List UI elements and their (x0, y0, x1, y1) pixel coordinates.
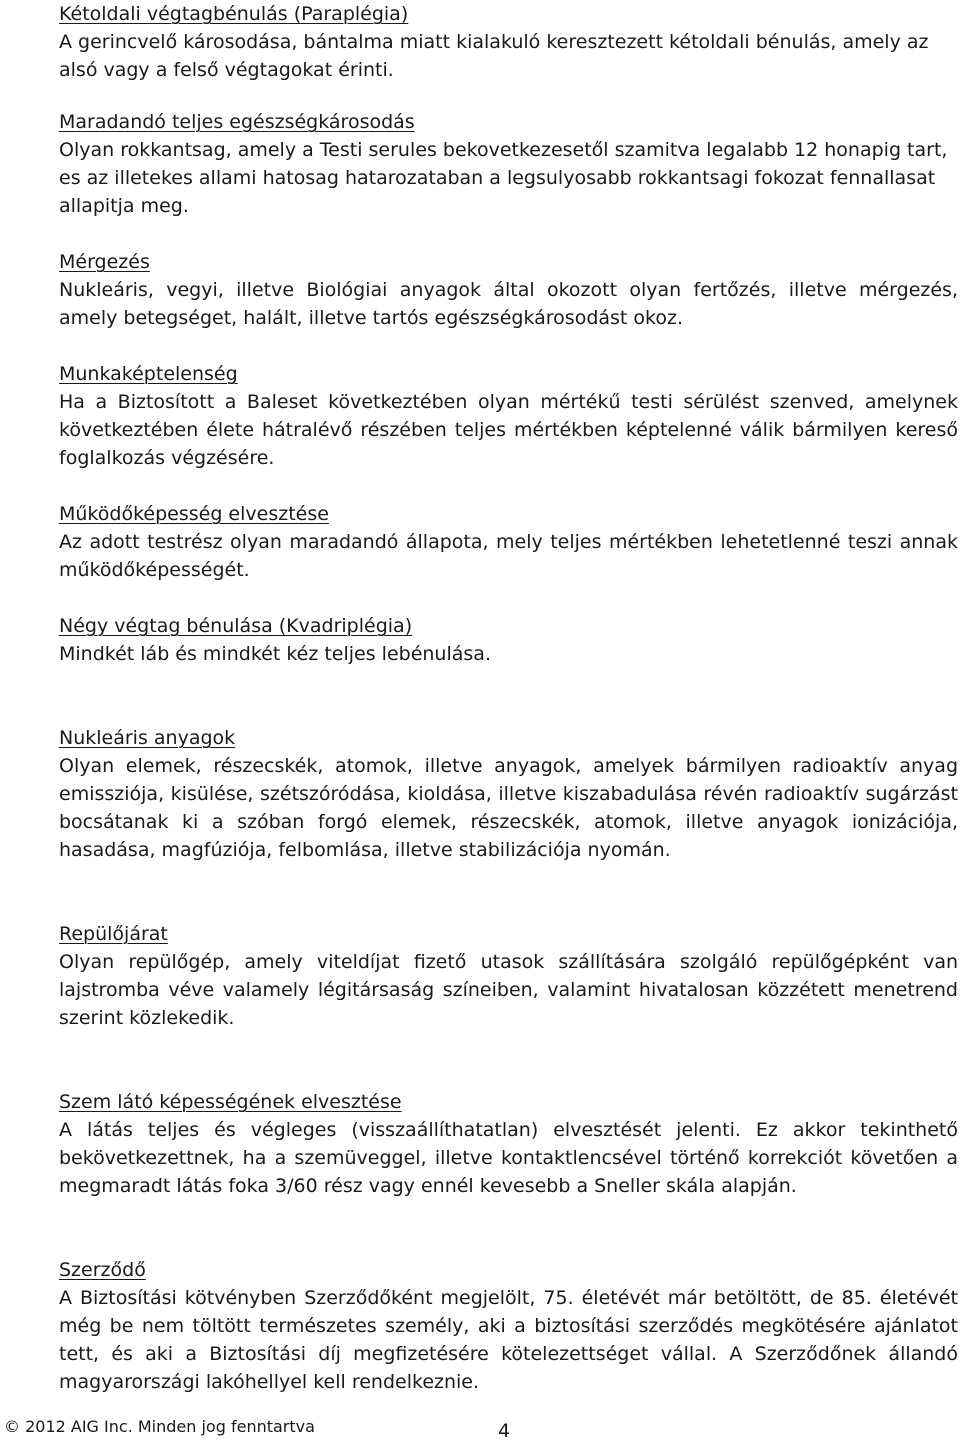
definition-body: Ha a Biztosított a Baleset következtében olyan mértékű testi sérülést szenved, amelynek következtében élete hátralévő részében teljes mértékben képtelenné válik bármilyen kereső foglalkozás végzésére. (59, 391, 958, 469)
definition-title: Szerződő (59, 1259, 146, 1281)
definition-title: Mérgezés (59, 251, 150, 273)
definition-permanent-health-damage (59, 108, 958, 220)
page-number: 4 (498, 1420, 511, 1442)
definition-body: Mindkét láb és mindkét kéz teljes lebénulása. (59, 643, 491, 665)
definition-quadriplegia (59, 612, 958, 668)
definition-title: Kétoldali végtagbénulás (Paraplégia) (59, 3, 409, 25)
definition-body: Olyan repülőgép, amely viteldíjat fizető utasok szállítására szolgáló repülőgépként van lajstromba véve valamely légitársaság színeiben, valamint hivatalosan közzétett menetrend szerint közlekedik. (59, 951, 958, 1029)
definition-body: A látás teljes és végleges (visszaállíthatatlan) elvesztését jelenti. Ez akkor tekinthető bekövetkezettnek, ha a szemüveggel, illetve kontaktlencsével történő korrekciót követően a megmaradt látás foka 3/60 rész vagy ennél kevesebb a Sneller skála alapján. (59, 1119, 958, 1197)
footer-copyright: © 2012 AIG Inc. Minden jog fenntartva (4, 1417, 315, 1436)
definition-contracting-party (59, 1256, 958, 1396)
definition-loss-of-sight (59, 1088, 958, 1200)
definition-incapacity-to-work (59, 360, 958, 472)
definition-paraplegia (59, 0, 958, 84)
definition-nuclear-materials (59, 724, 958, 864)
definition-title: Maradandó teljes egészségkárosodás (59, 111, 415, 133)
definition-title: Nukleáris anyagok (59, 727, 236, 749)
definition-poisoning (59, 248, 958, 332)
definition-loss-of-function (59, 500, 958, 584)
definition-body: Olyan elemek, részecskék, atomok, illetve anyagok, amelyek bármilyen radioaktív anyag emissziója, kisülése, szétszóródása, kioldása, illetve kiszabadulása révén radioaktív sugárzást bocsátanak ki a szóban forgó elemek, részecskék, atomok, illetve anyagok ionizációja, hasadása, magfúziója, felbomlása, illetve stabilizációja nyomán. (59, 755, 958, 861)
definition-body: Nukleáris, vegyi, illetve Biológiai anyagok által okozott olyan fertőzés, illetve mérgezés, amely betegséget, halált, illetve tartós egészségkárosodást okoz. (59, 279, 958, 329)
definition-title: Négy végtag bénulása (Kvadriplégia) (59, 615, 413, 637)
definition-body: Az adott testrész olyan maradandó állapota, mely teljes mértékben lehetetlenné teszi annak működőképességét. (59, 531, 958, 581)
definition-body: A Biztosítási kötvényben Szerződőként megjelölt, 75. életévét már betöltött, de 85. életévét még be nem töltött természetes személy, aki a biztosítási szerződés megkötésére ajánlatot tett, és aki a Biztosítási díj megfizetésére kötelezettséget vállal. A Szerződőnek állandó magyarországi lakóhellyel kell rendelkeznie. (59, 1287, 958, 1393)
definition-title: Repülőjárat (59, 923, 168, 945)
definition-flight (59, 920, 958, 1032)
definition-body: Olyan rokkantsag, amely a Testi serules bekovetkezesetől szamitva legalabb 12 honapig tart, es az illetekes allami hatosag hatarozataban a legsulyosabb rokkantsagi fokozat fennallasat allapitja meg. (59, 139, 948, 217)
definition-title: Munkaképtelenség (59, 363, 238, 385)
definition-body: A gerincvelő károsodása, bántalma miatt kialakuló keresztezett kétoldali bénulás, amely az alsó vagy a felső végtagokat érinti. (59, 31, 929, 81)
definition-title: Szem látó képességének elvesztése (59, 1091, 402, 1113)
definition-title: Működőképesség elvesztése (59, 503, 329, 525)
